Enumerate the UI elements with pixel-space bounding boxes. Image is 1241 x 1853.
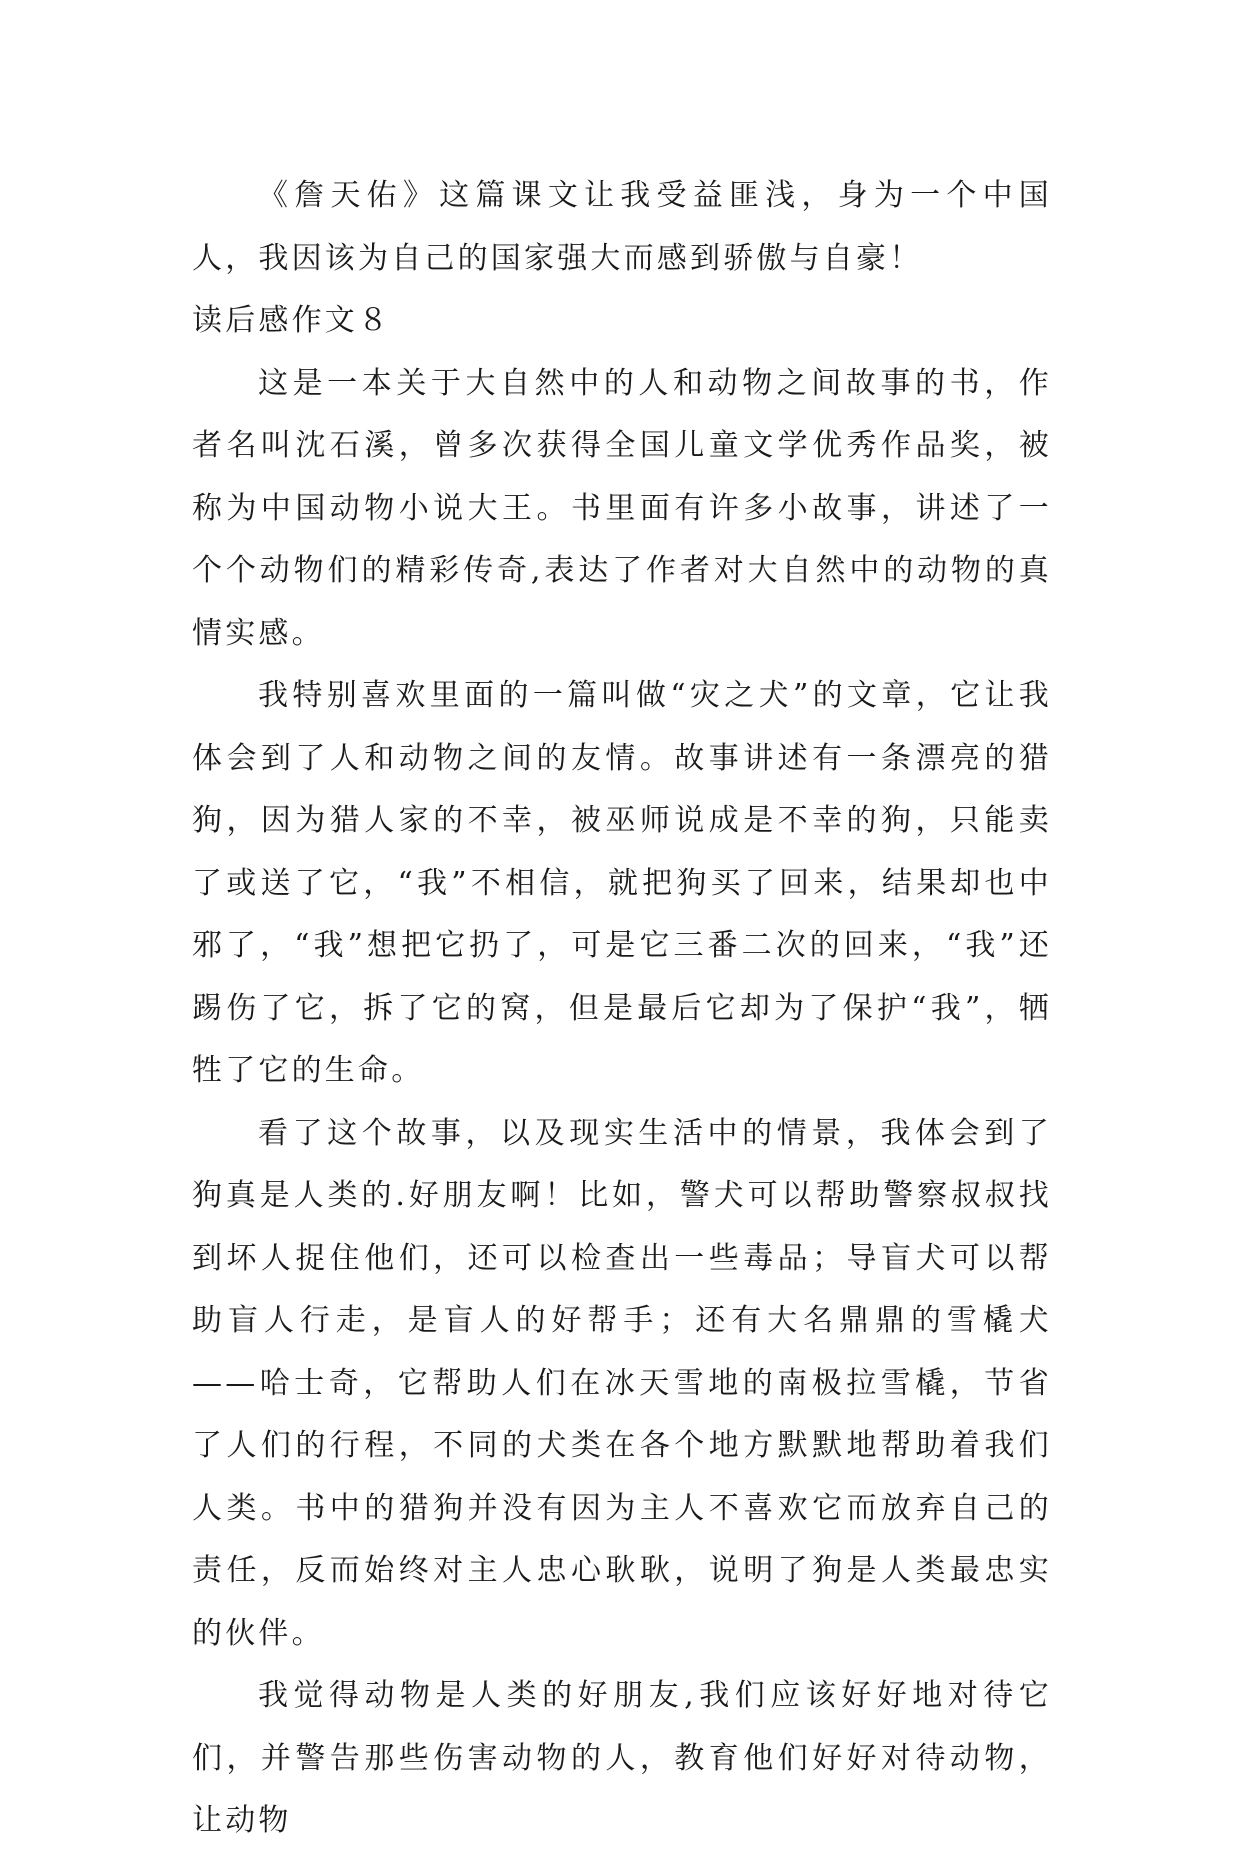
paragraph-conclusion: 我觉得动物是人类的好朋友,我们应该好好地对待它们，并警告那些伤害动物的人，教育他们好好对待动物，让动物 (192, 1678, 1052, 1838)
paragraph-story-summary: 我特别喜欢里面的一篇叫做“灾之犬”的文章，它让我体会到了人和动物之间的友情。故事讲述有一条漂亮的猎狗，因为猎人家的不幸，被巫师说成是不幸的狗，只能卖了或送了它，“我”不相信，就把狗买了回来，结果却也中邪了，“我”想把它扔了，可是它三番二次的回来，“我”还踢伤了它，拆了它的窝，但是最后它却为了保护“我”，牺牲了它的生命。 (192, 678, 1052, 1088)
section-heading: 读后感作文８ (192, 303, 392, 338)
paragraph-intro-continuation: 《詹天佑》这篇课文让我受益匪浅，身为一个中国人，我因该为自己的国家强大而感到骄傲与自豪！ (192, 178, 1052, 276)
document-body (192, 165, 1052, 1853)
paragraph-reflection: 看了这个故事，以及现实生活中的情景，我体会到了狗真是人类的.好朋友啊！比如，警犬可以帮助警察叔叔找到坏人捉住他们，还可以检查出一些毒品；导盲犬可以帮助盲人行走，是盲人的好帮手；还有大名鼎鼎的雪橇犬——哈士奇，它帮助人们在冰天雪地的南极拉雪橇，节省了人们的行程，不同的犬类在各个地方默默地帮助着我们人类。书中的猎狗并没有因为主人不喜欢它而放弃自己的责任，反而始终对主人忠心耿耿，说明了狗是人类最忠实的伙伴。 (192, 1115, 1052, 1651)
paragraph-book-intro: 这是一本关于大自然中的人和动物之间故事的书，作者名叫沈石溪，曾多次获得全国儿童文学优秀作品奖，被称为中国动物小说大王。书里面有许多小故事，讲述了一个个动物们的精彩传奇,表达了作者对大自然中的动物的真情实感。 (192, 365, 1052, 651)
